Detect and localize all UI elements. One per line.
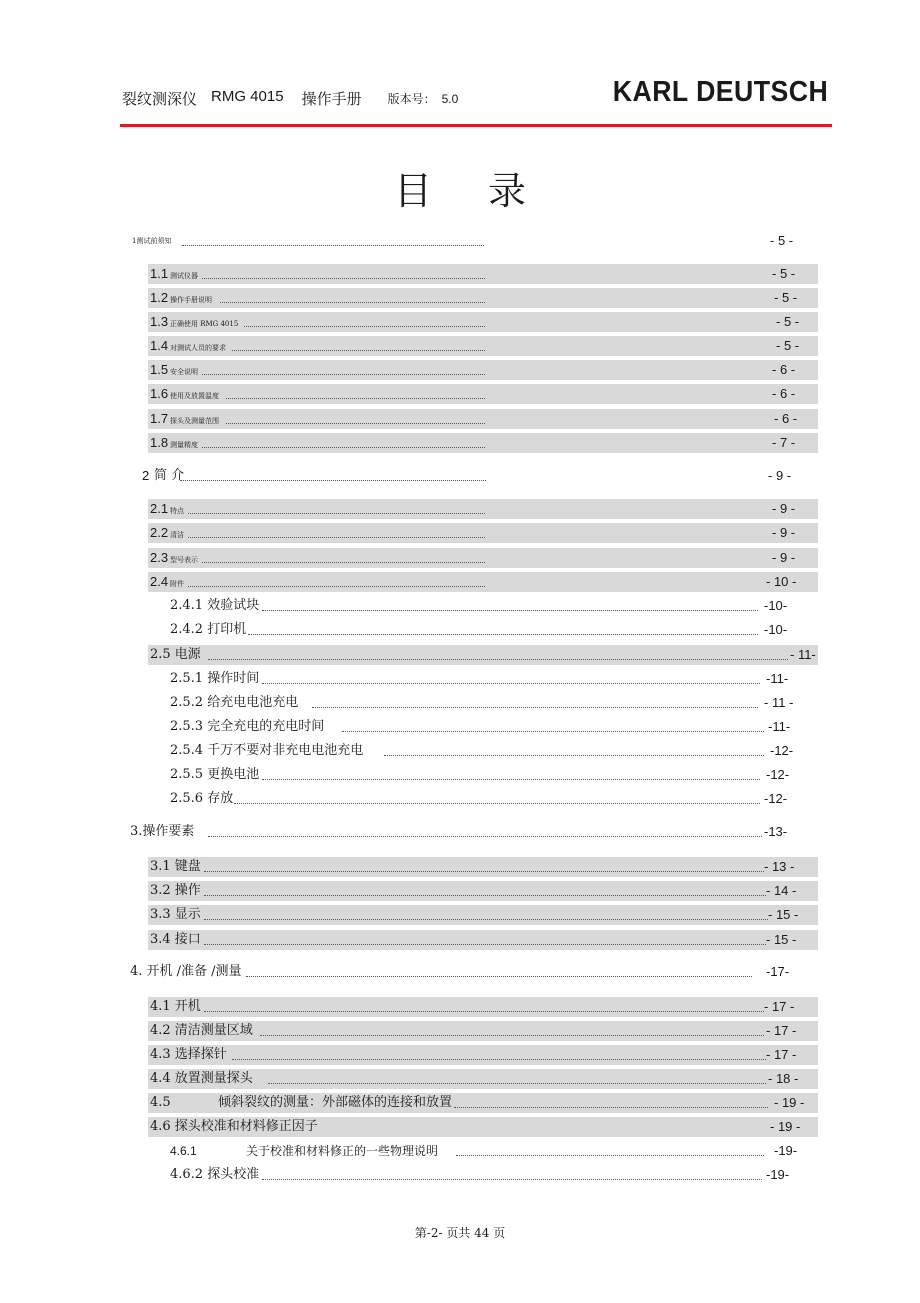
toc-label: 2.5.6 存放 <box>170 791 234 806</box>
toc-row[interactable] <box>148 409 818 429</box>
toc-row[interactable] <box>170 741 810 761</box>
toc-label: 型号表示 <box>170 556 198 564</box>
toc-row[interactable] <box>148 384 818 404</box>
toc-page: - 14 - <box>766 883 797 898</box>
toc-page: - 6 - <box>772 362 796 377</box>
toc-leader <box>188 586 485 587</box>
toc-leader <box>262 610 758 611</box>
toc-leader <box>188 513 485 514</box>
toc-page: -19- <box>766 1167 790 1182</box>
toc-number: 1.5 <box>150 362 169 377</box>
toc-page: - 18 - <box>768 1071 799 1086</box>
toc-row[interactable] <box>148 857 818 877</box>
version-label: 版本号： <box>387 92 436 106</box>
toc-label: 3.2 操作 <box>150 883 201 898</box>
toc-page: - 15 - <box>766 932 797 947</box>
toc-label: 关于校准和材料修正的一些物理说明 <box>246 1144 439 1158</box>
toc-row[interactable] <box>148 264 818 284</box>
toc-page: -12- <box>770 743 794 758</box>
toc-leader <box>262 683 760 684</box>
toc-leader <box>244 326 485 327</box>
toc-number: 1.3 <box>150 314 169 329</box>
toc-leader <box>220 302 485 303</box>
toc-leader <box>202 562 485 563</box>
toc-page: - 17 - <box>766 1047 797 1062</box>
toc-label: 1测试前须知 <box>132 237 172 245</box>
toc-row[interactable] <box>170 1165 810 1185</box>
toc-leader <box>204 919 768 920</box>
toc-page: - 19 - <box>770 1119 801 1134</box>
toc-label: 测试仪器 <box>170 272 198 280</box>
toc-leader <box>456 1155 764 1156</box>
toc-leader <box>312 707 758 708</box>
toc-row[interactable] <box>130 231 800 251</box>
toc-page: - 11 - <box>764 695 794 710</box>
toc-leader <box>262 1179 762 1180</box>
toc-row[interactable] <box>140 466 810 486</box>
toc-number: 1.7 <box>150 411 169 426</box>
toc-label: 特点 <box>170 507 184 515</box>
toc-leader <box>246 976 752 977</box>
toc-page: - 9 - <box>772 525 796 540</box>
toc-row[interactable] <box>148 572 818 592</box>
toc-page: - 5 - <box>770 233 794 248</box>
toc-page: -12- <box>766 767 790 782</box>
toc-label: 操作手册说明 <box>170 296 212 304</box>
toc-row[interactable] <box>148 312 818 332</box>
toc-row[interactable] <box>148 523 818 543</box>
toc-page: - 10 - <box>766 574 797 589</box>
toc-number: 4.5 <box>150 1095 171 1110</box>
toc-leader <box>204 1011 764 1012</box>
toc-page: - 19 - <box>774 1095 805 1110</box>
toc-page: - 5 - <box>776 314 800 329</box>
toc-leader <box>202 278 485 279</box>
page-footer: 第-2- 页共 44 页 <box>414 1226 506 1240</box>
toc-leader <box>384 755 764 756</box>
toc-label: 4.1 开机 <box>150 999 201 1014</box>
toc-row[interactable] <box>148 1021 818 1041</box>
toc-row[interactable] <box>130 962 810 982</box>
toc-label: 清洁 <box>170 531 184 539</box>
toc-row[interactable] <box>170 596 800 616</box>
toc-number: 4.6.1 <box>170 1144 197 1158</box>
toc-label: 4.4 放置测量探头 <box>150 1071 253 1086</box>
toc-leader <box>262 779 760 780</box>
toc-row[interactable] <box>148 288 818 308</box>
toc-row[interactable] <box>148 905 818 925</box>
toc-label: 3.4 接口 <box>150 932 201 947</box>
toc-leader <box>182 245 484 246</box>
toc-label: 安全说明 <box>170 368 198 376</box>
toc-label: 4.2 清洁测量区域 <box>150 1023 253 1038</box>
toc-leader <box>208 836 762 837</box>
toc-page: - 6 - <box>774 411 798 426</box>
toc-row[interactable] <box>148 1093 818 1113</box>
toc-page: - 17 - <box>764 999 795 1014</box>
toc-leader <box>202 374 485 375</box>
toc-row[interactable] <box>148 645 818 665</box>
toc-leader <box>204 895 766 896</box>
toc-number: 1.2 <box>150 290 169 305</box>
toc-page: -19- <box>774 1143 798 1158</box>
toc-label: 2.5.3 完全充电的充电时间 <box>170 719 325 734</box>
toc-row[interactable] <box>148 433 818 453</box>
toc-label: 3.操作要素 <box>130 824 195 839</box>
toc-number: 1.1 <box>150 266 169 281</box>
toc-page: - 5 - <box>776 338 800 353</box>
toc-label: 2.5.2 给充电电池充电 <box>170 695 299 710</box>
toc-label: 4. 开机 /准备 /测量 <box>130 964 242 979</box>
toc-label: 2.4.1 效验试块 <box>170 598 260 613</box>
toc-page: - 17 - <box>766 1023 797 1038</box>
toc-leader <box>232 350 485 351</box>
toc-number: 2 <box>142 468 150 483</box>
toc-row[interactable] <box>148 881 818 901</box>
toc-row[interactable] <box>170 620 800 640</box>
toc-row[interactable] <box>148 548 818 568</box>
toc-label: 2.5.1 操作时间 <box>170 671 260 686</box>
toc-number: 1.6 <box>150 386 169 401</box>
toc-row[interactable] <box>148 499 818 519</box>
toc-label: 4.3 选择探针 <box>150 1047 227 1062</box>
toc-page: - 9 - <box>772 550 796 565</box>
toc-page: - 11- <box>790 647 816 662</box>
toc-leader <box>342 731 764 732</box>
toc-label: 探头及测量范围 <box>170 417 219 425</box>
toc-label: 正确使用 RMG 4015 <box>170 320 239 328</box>
brand-logo: KARL DEUTSCH <box>612 76 828 108</box>
toc-leader <box>226 423 485 424</box>
toc-row[interactable] <box>148 1117 818 1137</box>
toc-leader <box>204 944 766 945</box>
toc-row[interactable] <box>148 1069 818 1089</box>
toc-row[interactable] <box>170 693 810 713</box>
version-number: 5.0 <box>441 92 459 106</box>
toc-number: 1.4 <box>150 338 169 353</box>
toc-label: 2.5 电源 <box>150 647 201 662</box>
toc-leader <box>268 1083 766 1084</box>
toc-leader <box>188 537 485 538</box>
header-rule <box>120 124 832 127</box>
toc-row[interactable] <box>170 765 810 785</box>
toc-number: 2.1 <box>150 501 169 516</box>
page-title: 目 录 <box>393 169 549 213</box>
toc-label: 3.3 显示 <box>150 907 201 922</box>
product-name: 裂纹测深仪 <box>122 90 198 108</box>
toc-label: 3.1 键盘 <box>150 859 201 874</box>
toc-label: 附件 <box>170 580 184 588</box>
document-type: 操作手册 <box>301 90 362 108</box>
toc-leader <box>226 398 485 399</box>
toc-row[interactable] <box>148 997 818 1017</box>
toc-leader <box>204 871 764 872</box>
toc-leader <box>202 447 485 448</box>
toc-page: -11- <box>766 671 789 686</box>
toc-row[interactable] <box>130 822 810 842</box>
toc-page: - 9 - <box>772 501 796 516</box>
toc-number: 1.8 <box>150 435 169 450</box>
toc-label: 2.4.2 打印机 <box>170 622 247 637</box>
toc-page: -13- <box>764 824 788 839</box>
toc-leader <box>234 803 760 804</box>
toc-leader <box>208 659 788 660</box>
toc-page: - 13 - <box>764 859 795 874</box>
toc-page: - 5 - <box>774 290 798 305</box>
toc-number: 2.4 <box>150 574 169 589</box>
toc-page: -10- <box>764 622 788 637</box>
toc-page: -17- <box>766 964 790 979</box>
toc-label: 2.5.5 更换电池 <box>170 767 260 782</box>
toc-leader <box>180 480 486 481</box>
toc-leader <box>454 1107 768 1108</box>
model-name: RMG 4015 <box>211 88 284 105</box>
toc-row[interactable] <box>170 717 810 737</box>
toc-page: - 6 - <box>772 386 796 401</box>
running-header <box>122 88 458 110</box>
toc-row[interactable] <box>148 336 818 356</box>
toc-label: 2.5.4 千万不要对非充电电池充电 <box>170 743 364 758</box>
toc-label: 简 介 <box>154 468 185 483</box>
toc-page: - 5 - <box>772 266 796 281</box>
toc-row[interactable] <box>170 1141 810 1161</box>
toc-label: 倾斜裂纹的测量：外部磁体的连接和放置 <box>218 1095 453 1110</box>
toc-page: -12- <box>764 791 788 806</box>
toc-label: 使用及放置温度 <box>170 392 219 400</box>
toc-page: -10- <box>764 598 788 613</box>
toc-number: 2.2 <box>150 525 169 540</box>
toc-row[interactable] <box>148 1045 818 1065</box>
toc-label: 4.6 探头校准和材料修正因子 <box>150 1119 318 1134</box>
toc-label: 测量精度 <box>170 441 198 449</box>
toc-page: - 7 - <box>772 435 796 450</box>
toc-leader <box>248 634 758 635</box>
toc-row[interactable] <box>170 669 810 689</box>
toc-leader <box>232 1059 766 1060</box>
toc-row[interactable] <box>170 789 810 809</box>
toc-leader <box>260 1035 764 1036</box>
toc-page: -11- <box>768 719 791 734</box>
toc-page: - 15 - <box>768 907 799 922</box>
toc-page: - 9 - <box>768 468 792 483</box>
toc-number: 2.3 <box>150 550 169 565</box>
toc-row[interactable] <box>148 930 818 950</box>
toc-label: 对测试人员的要求 <box>170 344 226 352</box>
toc-row[interactable] <box>148 360 818 380</box>
toc-label: 4.6.2 探头校准 <box>170 1167 260 1182</box>
